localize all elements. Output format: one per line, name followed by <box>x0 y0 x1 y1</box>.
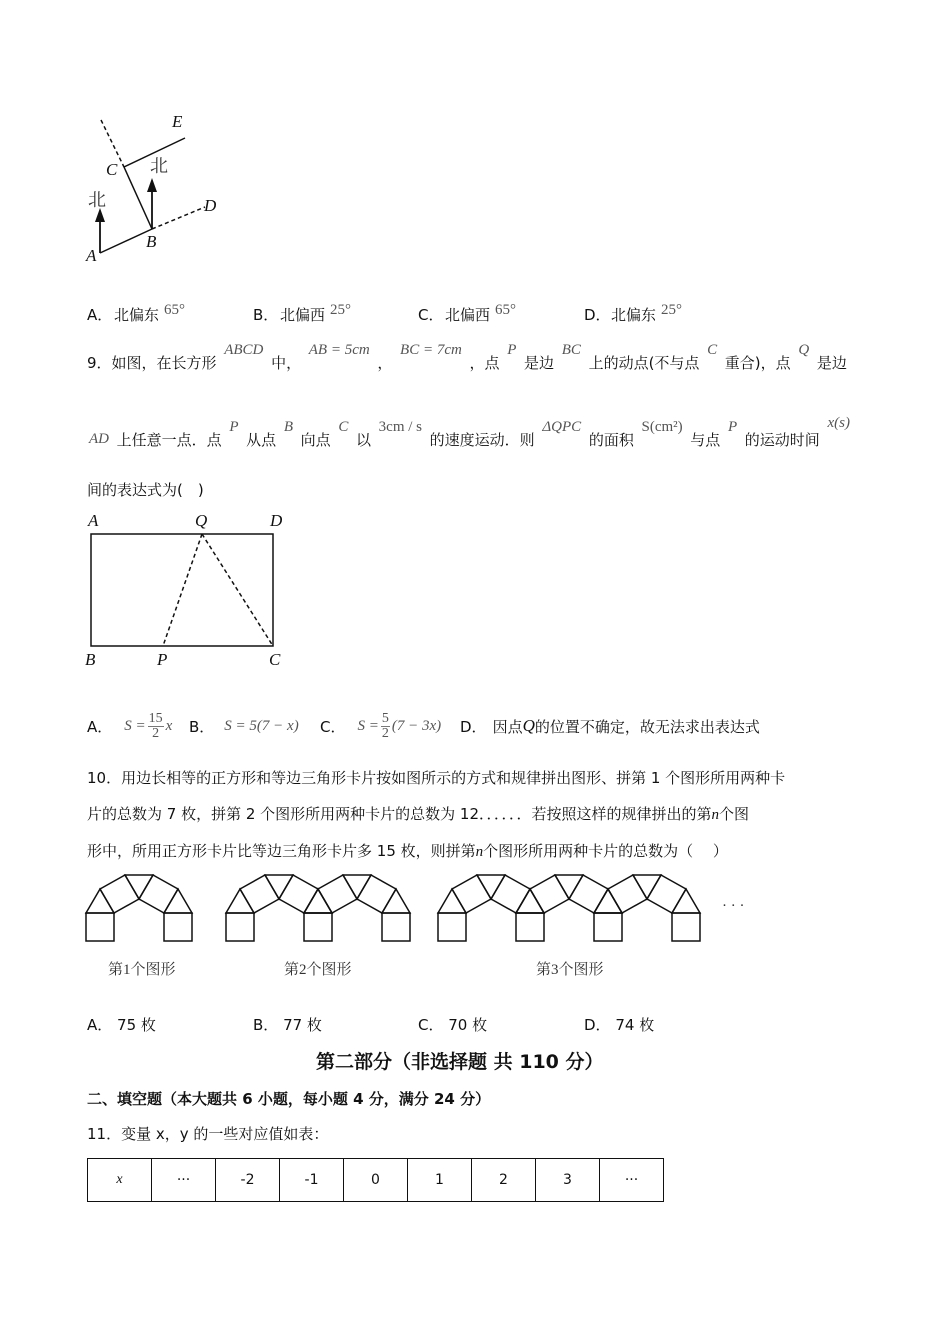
triangle-tile <box>516 889 544 913</box>
fraction-denominator: 2 <box>381 725 389 741</box>
table-cell: -2 <box>216 1159 280 1202</box>
q9-math: ΔQPC <box>542 419 582 435</box>
table-cell: x <box>88 1159 152 1202</box>
triangle-tile <box>304 889 332 913</box>
q10-option-d[interactable] <box>584 1015 654 1035</box>
option-letter: D． <box>460 717 487 736</box>
label-a: A <box>86 246 97 265</box>
table-cell: 2 <box>472 1159 536 1202</box>
table-cell: ··· <box>600 1159 664 1202</box>
q9-math: Q <box>798 342 810 358</box>
option-math: (7 − 3x) <box>391 718 442 734</box>
q9-text: 向点 <box>300 431 331 449</box>
square-tile <box>318 875 357 913</box>
label-b: B <box>146 232 157 251</box>
table-row <box>88 1159 664 1202</box>
option-math: Q <box>522 716 535 735</box>
q9-math: AB = 5cm <box>308 342 370 358</box>
figure-caption: 第2个图形 <box>284 962 352 978</box>
option-math: S = 5(7 − x) <box>224 718 299 734</box>
option-math: x <box>165 718 173 734</box>
rect-label-b: B <box>85 650 96 669</box>
q9-text: 的运动时间 <box>744 431 820 449</box>
triangle-tile <box>555 875 583 899</box>
q9-text: 上任意一点．点 <box>116 431 222 449</box>
option-letter: B． <box>253 306 279 324</box>
option-text: 70 枚 <box>448 1016 488 1034</box>
square-tile <box>304 913 332 941</box>
rect-label-a: A <box>88 511 99 530</box>
triangle-tile <box>226 889 254 913</box>
q9-math: BC = 7cm <box>400 342 462 358</box>
q9-math: x(s) <box>827 415 850 431</box>
q10-option-a[interactable] <box>87 1015 156 1035</box>
table-cell: 0 <box>344 1159 408 1202</box>
rect-label-d: D <box>270 511 283 530</box>
option-math: S = <box>357 718 379 734</box>
q10-text: 个图 <box>719 805 750 823</box>
q9-math: P <box>727 419 738 435</box>
triangle-tile <box>304 889 332 913</box>
fraction-numerator: 15 <box>148 710 163 726</box>
option-text: 74 枚 <box>615 1016 655 1034</box>
q9-math: C <box>338 419 349 435</box>
q11-text: 11．变量 x，y 的一些对应值如表： <box>87 1125 329 1143</box>
square-tile <box>672 913 700 941</box>
option-letter: B． <box>253 1016 279 1034</box>
q9-text: 间的表达式为( ) <box>87 481 204 499</box>
q9-text: 的速度运动．则 <box>429 431 535 449</box>
option-text: 北偏西 <box>445 306 491 324</box>
part-title: 第二部分（非选择题 共 110 分） <box>316 1051 604 1073</box>
option-text: 的位置不确定，故无法求出表达式 <box>534 717 760 736</box>
square-tile <box>608 875 647 913</box>
q9-text: ， <box>377 354 393 372</box>
q9-text: 重合)，点 <box>724 354 791 372</box>
section-heading: 二、填空题（本大题共 6 小题，每小题 4 分，满分 24 分） <box>87 1090 491 1108</box>
triangle-tile <box>265 875 293 899</box>
triangle-tile <box>633 875 661 899</box>
option-letter: C． <box>320 717 346 736</box>
q9-math: 3cm / s <box>378 419 423 435</box>
q9-math: ABCD <box>224 342 264 358</box>
option-letter: A． <box>87 1016 113 1034</box>
q9-math: P <box>229 419 239 435</box>
square-tile <box>382 913 410 941</box>
q9-text: 从点 <box>246 431 277 449</box>
q9-text: 是边 <box>524 354 555 372</box>
triangle-tile <box>382 889 410 913</box>
label-d: D <box>204 196 217 215</box>
triangle-tile <box>343 875 371 899</box>
q10-option-b[interactable] <box>253 1015 322 1035</box>
option-text: 北偏西 <box>280 306 326 324</box>
option-letter: D． <box>584 306 611 324</box>
q9-text: 上的动点(不与点 <box>588 354 700 372</box>
option-text: 北偏东 <box>611 306 657 324</box>
q10-text: 形中，所用正方形卡片比等边三角形卡片多 15 枚，则拼第 <box>87 842 476 860</box>
q9-math: AD <box>89 431 109 447</box>
square-tile <box>139 875 178 913</box>
q10-text: 10．用边长相等的正方形和等边三角形卡片按如图所示的方式和规律拼出图形、拼第 1 个图形所用两种卡 <box>87 769 786 787</box>
square-tile <box>647 875 686 913</box>
figure-caption: 第3个图形 <box>536 962 604 978</box>
q9-math: BC <box>561 342 581 358</box>
triangle-tile <box>672 889 700 913</box>
triangle-tile <box>438 889 466 913</box>
square-tile <box>569 875 608 913</box>
triangle-tile <box>125 875 153 899</box>
label-c: C <box>106 160 118 179</box>
q9-text: 与点 <box>690 431 721 449</box>
option-letter: A． <box>87 306 113 324</box>
q9-math: P <box>507 342 517 358</box>
q9-text: ，点 <box>469 354 500 372</box>
option-letter: C． <box>418 1016 444 1034</box>
q9-text: 是边 <box>816 354 847 372</box>
square-tile <box>164 913 192 941</box>
triangle-tile <box>594 889 622 913</box>
table-cell: 3 <box>536 1159 600 1202</box>
option-math: 65° <box>495 302 516 318</box>
square-tile <box>100 875 139 913</box>
triangle-tile <box>477 875 505 899</box>
option-letter: C． <box>418 306 444 324</box>
triangle-tile <box>164 889 192 913</box>
triangle-tile <box>516 889 544 913</box>
q9-math: S(cm²) <box>641 419 683 435</box>
square-tile <box>452 875 491 913</box>
square-tile <box>438 913 466 941</box>
label-e: E <box>172 112 183 131</box>
q10-option-c[interactable] <box>418 1015 487 1035</box>
option-letter: D． <box>584 1016 611 1034</box>
option-letter: B． <box>189 717 215 736</box>
fraction-denominator: 2 <box>152 725 160 741</box>
table-cell: -1 <box>280 1159 344 1202</box>
rect-label-c: C <box>269 650 281 669</box>
table-cell: 1 <box>408 1159 472 1202</box>
q10-var: n <box>711 807 720 823</box>
q9-text: 9．如图，在长方形 <box>87 354 217 372</box>
option-text: 北偏东 <box>114 306 160 324</box>
square-tile <box>491 875 530 913</box>
triangle-tile <box>86 889 114 913</box>
q10-var: n <box>475 844 484 860</box>
option-math: S = <box>124 718 146 734</box>
option-letter: A． <box>87 717 113 736</box>
option-text: 75 枚 <box>117 1016 156 1034</box>
value-table <box>87 1158 664 1202</box>
rect-label-p: P <box>157 650 168 669</box>
q9-math: B <box>283 419 293 435</box>
q9-text: 的面积 <box>588 431 634 449</box>
q9-math: C <box>707 342 718 358</box>
option-text: 77 枚 <box>283 1016 322 1034</box>
q10-text: 片的总数为 7 枚，拼第 2 个图形所用两种卡片的总数为 12．．．．．．若按照这样的规律拼出的第 <box>87 805 712 823</box>
option-text: 因点 <box>492 717 523 736</box>
option-math: 25° <box>330 302 351 318</box>
square-tile <box>516 913 544 941</box>
q9-text: 以 <box>356 431 372 449</box>
label-north-a: 北 <box>88 190 106 210</box>
square-tile <box>279 875 318 913</box>
square-tile <box>86 913 114 941</box>
square-tile <box>357 875 396 913</box>
square-tile <box>226 913 254 941</box>
rect-label-q: Q <box>195 511 208 530</box>
square-tile <box>240 875 279 913</box>
option-math: 65° <box>164 302 185 318</box>
triangle-tile <box>594 889 622 913</box>
fraction-numerator: 5 <box>381 710 389 726</box>
ellipsis: · · · <box>722 898 745 914</box>
q10-text: 个图形所用两种卡片的总数为（ ） <box>483 842 728 860</box>
option-math: 25° <box>661 302 682 318</box>
table-cell: ··· <box>152 1159 216 1202</box>
square-tile <box>594 913 622 941</box>
q9-text: 中， <box>271 354 302 372</box>
label-north-b: 北 <box>150 156 168 176</box>
figure-caption: 第1个图形 <box>108 962 176 978</box>
square-tile <box>530 875 569 913</box>
